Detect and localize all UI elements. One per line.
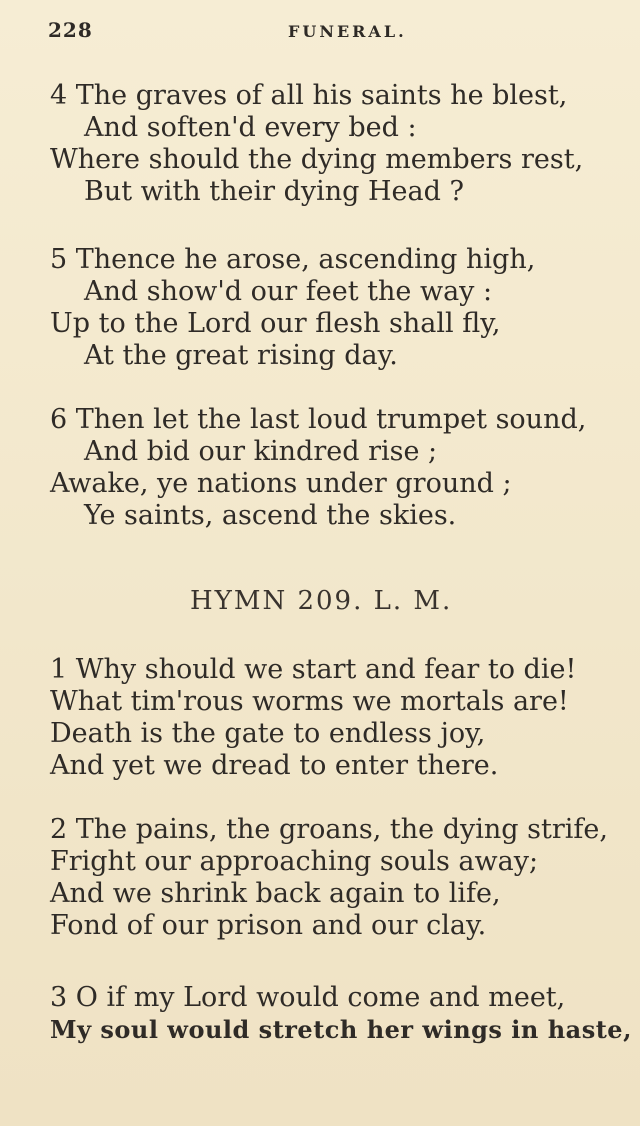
- verse-line: 1 Why should we start and fear to die!: [50, 654, 577, 685]
- page-number: 228: [48, 18, 93, 42]
- verse-line: Fright our approaching souls away;: [50, 846, 539, 877]
- verse-line: 6 Then let the last loud trumpet sound,: [50, 404, 587, 435]
- stanza-4: [50, 80, 620, 208]
- hymn-209-stanza-3: [50, 982, 632, 1046]
- verse-line: And we shrink back again to life,: [50, 878, 501, 909]
- verse-line: And show'd our feet the way :: [84, 276, 493, 307]
- hymn-209-stanza-2: [50, 814, 620, 942]
- verse-line: 2 The pains, the groans, the dying strife,: [50, 814, 608, 845]
- hymn-heading: HYMN 209. L. M.: [190, 586, 453, 616]
- stanza-5: [50, 244, 620, 372]
- verse-line: 4 The graves of all his saints he blest,: [50, 80, 568, 111]
- verse-line: My soul would stretch her wings in haste,: [50, 1015, 632, 1044]
- verse-line: And bid our kindred rise ;: [84, 436, 438, 467]
- verse-line: But with their dying Head ?: [84, 176, 464, 207]
- verse-line: 5 Thence he arose, ascending high,: [50, 244, 536, 275]
- running-title: FUNERAL.: [288, 22, 407, 41]
- verse-line: At the great rising day.: [84, 340, 398, 371]
- verse-line: And yet we dread to enter there.: [50, 750, 499, 781]
- verse-line: Death is the gate to endless joy,: [50, 718, 486, 749]
- stanza-6: [50, 404, 620, 532]
- verse-line: What tim'rous worms we mortals are!: [50, 686, 569, 717]
- verse-line: Up to the Lord our flesh shall fly,: [50, 308, 501, 339]
- hymn-209-stanza-1: [50, 654, 620, 782]
- verse-line: Fond of our prison and our clay.: [50, 910, 487, 941]
- verse-line: Awake, ye nations under ground ;: [50, 468, 512, 499]
- verse-line: Where should the dying members rest,: [50, 144, 584, 175]
- verse-line: And soften'd every bed :: [84, 112, 417, 143]
- verse-line: Ye saints, ascend the skies.: [84, 500, 457, 531]
- verse-line: 3 O if my Lord would come and meet,: [50, 982, 566, 1013]
